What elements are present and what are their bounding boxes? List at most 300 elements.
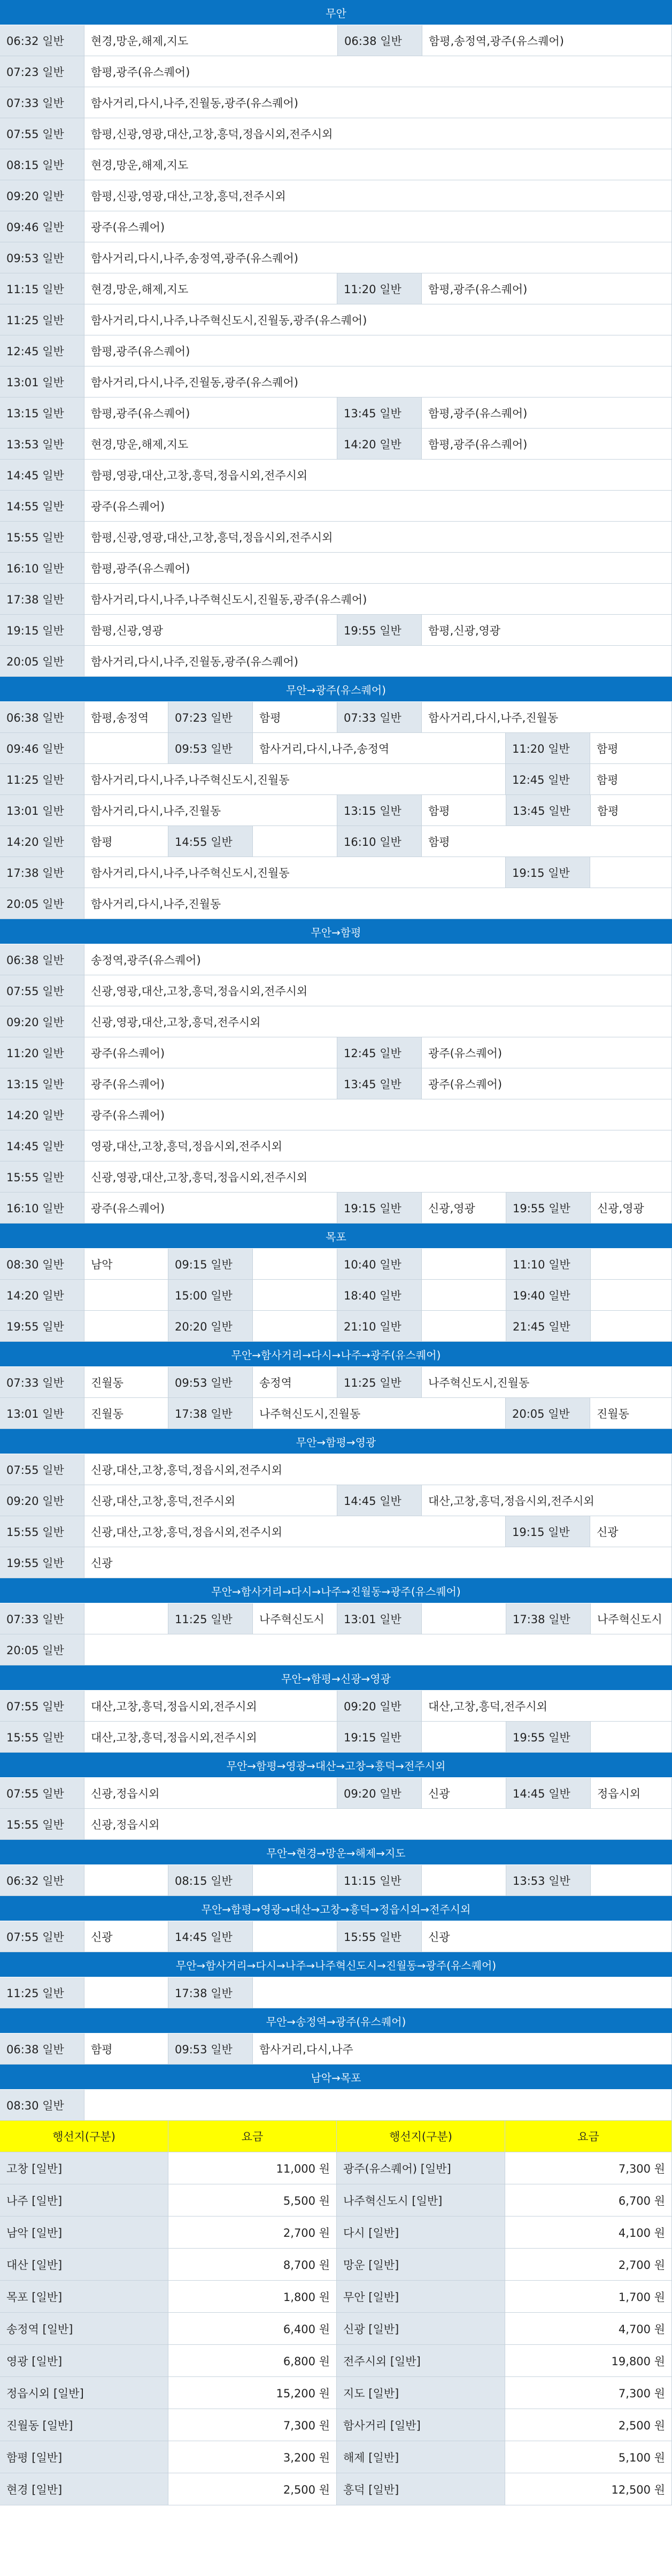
- departure-time: 13:45 일반: [337, 398, 422, 428]
- schedule-row: [0, 1068, 672, 1099]
- schedule-row: [0, 366, 672, 398]
- departure-time: 19:15 일반: [0, 615, 84, 645]
- departure-time: 06:38 일반: [0, 944, 84, 975]
- route-stops: 현경,망운,해제,지도: [84, 273, 337, 304]
- departure-time: 13:01 일반: [0, 1398, 84, 1428]
- route-stops: [84, 1603, 168, 1634]
- schedule-row: [0, 702, 672, 733]
- schedule-row: [0, 429, 672, 460]
- schedule-row: [0, 304, 672, 335]
- schedule-row: [0, 944, 672, 975]
- departure-time: 07:23 일반: [168, 702, 253, 732]
- departure-time: 07:55 일반: [0, 118, 84, 149]
- fare-price: 4,700 원: [505, 2313, 672, 2344]
- departure-time: 17:38 일반: [506, 1603, 591, 1634]
- departure-time: 20:05 일반: [0, 888, 84, 919]
- schedule-section: [0, 1342, 672, 1429]
- schedule-row: [0, 2090, 672, 2121]
- schedule-row: [0, 1249, 672, 1280]
- fare-destination: 진월동 [일반]: [0, 2409, 168, 2441]
- departure-time: 13:53 일반: [0, 429, 84, 459]
- fare-header-cell: 행선지(구분): [0, 2121, 168, 2152]
- schedule-row: [0, 888, 672, 919]
- departure-time: 06:38 일반: [338, 25, 422, 56]
- schedule-row: [0, 1193, 672, 1224]
- route-stops: 함평,신광,영광,대산,고창,흥덕,정읍시외,전주시외: [84, 522, 672, 552]
- departure-time: 14:55 일반: [0, 491, 84, 521]
- departure-time: 14:45 일반: [0, 460, 84, 490]
- departure-time: 06:32 일반: [0, 25, 84, 56]
- schedule-row: [0, 1485, 672, 1516]
- departure-time: 09:20 일반: [0, 1485, 84, 1516]
- section-title: 무안→함사거리→다시→나주→진월동→광주(유스퀘어): [0, 1578, 672, 1603]
- departure-time: 09:53 일반: [0, 242, 84, 273]
- fare-row: [0, 2345, 672, 2377]
- schedule-row: [0, 1280, 672, 1311]
- departure-time: 11:20 일반: [0, 1037, 84, 1068]
- route-stops: [253, 1249, 337, 1279]
- departure-time: 07:33 일반: [0, 1603, 84, 1634]
- departure-time: 07:55 일반: [0, 1691, 84, 1721]
- route-stops: 신광: [84, 1547, 672, 1578]
- route-stops: [591, 1280, 672, 1310]
- schedule-row: [0, 615, 672, 646]
- fare-price: 8,700 원: [168, 2249, 337, 2280]
- route-stops: 함평: [590, 764, 672, 794]
- route-stops: 진월동: [590, 1398, 672, 1428]
- departure-time: 15:55 일반: [0, 1722, 84, 1752]
- schedule-section: [0, 1840, 672, 1896]
- schedule-row: [0, 1977, 672, 2008]
- route-stops: 함평,신광,영광: [422, 615, 672, 645]
- departure-time: 06:38 일반: [0, 2034, 84, 2064]
- departure-time: 08:15 일반: [168, 1865, 253, 1895]
- schedule-row: [0, 335, 672, 366]
- departure-time: 11:15 일반: [337, 1865, 422, 1895]
- section-title: 무안: [0, 0, 672, 25]
- departure-time: 19:15 일반: [337, 1722, 422, 1752]
- section-rows: [0, 2034, 672, 2065]
- departure-time: 14:55 일반: [168, 826, 253, 857]
- schedule-row: [0, 1921, 672, 1952]
- schedule-row: [0, 398, 672, 429]
- departure-time: 09:53 일반: [168, 2034, 253, 2064]
- route-stops: 신광,대산,고창,흥덕,정읍시외,전주시외: [84, 1454, 672, 1485]
- departure-time: 13:45 일반: [506, 795, 591, 825]
- fare-price: 4,100 원: [505, 2216, 672, 2248]
- route-stops: [591, 1311, 672, 1341]
- fare-header-cell: 요금: [505, 2121, 672, 2152]
- departure-time: 19:55 일반: [506, 1193, 591, 1223]
- fare-destination: 현경 [일반]: [0, 2473, 168, 2505]
- departure-time: 15:55 일반: [0, 1809, 84, 1839]
- route-stops: 함사거리,다시,나주,진월동,광주(유스퀘어): [84, 646, 672, 676]
- schedule-row: [0, 1722, 672, 1753]
- schedule-row: [0, 646, 672, 677]
- schedule-row: [0, 242, 672, 273]
- route-stops: [253, 1977, 672, 2008]
- schedule-row: [0, 1603, 672, 1634]
- route-stops: 함평: [84, 826, 168, 857]
- route-stops: [253, 1921, 337, 1952]
- section-rows: [0, 1865, 672, 1896]
- fare-price: 6,700 원: [505, 2184, 672, 2216]
- route-stops: [84, 1865, 168, 1895]
- route-stops: 신광,대산,고창,흥덕,정읍시외,전주시외: [84, 1516, 506, 1547]
- section-rows: [0, 1691, 672, 1753]
- departure-time: 15:55 일반: [0, 1516, 84, 1547]
- route-stops: [84, 1977, 168, 2008]
- schedule-row: [0, 211, 672, 242]
- route-stops: 함사거리,다시,나주,진월동: [84, 888, 672, 919]
- section-title: 무안→함평→영광→대산→고창→흥덕→정읍시외→전주시외: [0, 1896, 672, 1921]
- fare-price: 2,700 원: [505, 2249, 672, 2280]
- fare-row: [0, 2441, 672, 2473]
- departure-time: 13:15 일반: [337, 795, 422, 825]
- departure-time: 07:23 일반: [0, 56, 84, 87]
- schedule-row: [0, 857, 672, 888]
- schedule-section: [0, 1753, 672, 1840]
- fare-destination: 송정역 [일반]: [0, 2313, 168, 2344]
- departure-time: 17:38 일반: [168, 1398, 253, 1428]
- departure-time: 11:15 일반: [0, 273, 84, 304]
- schedule-row: [0, 1398, 672, 1429]
- route-stops: [422, 1311, 506, 1341]
- departure-time: 11:10 일반: [506, 1249, 591, 1279]
- route-stops: 함평,신광,영광,대산,고창,흥덕,정읍시외,전주시외: [84, 118, 672, 149]
- schedule-row: [0, 1037, 672, 1068]
- schedule-row: [0, 1311, 672, 1342]
- route-stops: 함사거리,다시,나주,송정역,광주(유스퀘어): [84, 242, 672, 273]
- schedule-row: [0, 87, 672, 118]
- departure-time: 18:40 일반: [337, 1280, 422, 1310]
- section-title: 무안→광주(유스퀘어): [0, 677, 672, 702]
- departure-time: 14:20 일반: [0, 1280, 84, 1310]
- route-stops: 신광,대산,고창,흥덕,전주시외: [84, 1485, 337, 1516]
- schedule-row: [0, 180, 672, 211]
- route-stops: 남악: [84, 1249, 168, 1279]
- route-stops: 신광,영광: [422, 1193, 506, 1223]
- section-rows: [0, 944, 672, 1224]
- departure-time: 11:20 일반: [506, 733, 590, 763]
- departure-time: 09:20 일반: [0, 180, 84, 211]
- fare-price: 5,500 원: [168, 2184, 337, 2216]
- fare-row: [0, 2377, 672, 2409]
- route-stops: 영광,대산,고창,흥덕,정읍시외,전주시외: [84, 1130, 672, 1161]
- departure-time: 19:15 일반: [506, 1516, 590, 1547]
- departure-time: 20:20 일반: [168, 1311, 253, 1341]
- route-stops: 현경,망운,해제,지도: [84, 25, 338, 56]
- route-stops: 나주혁신도시: [253, 1603, 337, 1634]
- departure-time: 08:30 일반: [0, 2090, 84, 2120]
- section-title: 무안→함평→영광→대산→고창→흥덕→전주시외: [0, 1753, 672, 1778]
- route-stops: 함사거리,다시,나주,진월동,광주(유스퀘어): [84, 366, 672, 397]
- departure-time: 07:33 일반: [337, 702, 422, 732]
- departure-time: 11:20 일반: [337, 273, 422, 304]
- departure-time: 14:20 일반: [0, 826, 84, 857]
- fare-destination: 해제 [일반]: [337, 2441, 505, 2473]
- section-rows: [0, 1778, 672, 1840]
- departure-time: 08:30 일반: [0, 1249, 84, 1279]
- route-stops: [84, 2090, 672, 2120]
- route-stops: 함평: [590, 733, 672, 763]
- schedule-row: [0, 1099, 672, 1130]
- route-stops: 신광,정읍시외: [84, 1778, 337, 1808]
- fare-row: [0, 2249, 672, 2281]
- departure-time: 16:10 일반: [337, 826, 422, 857]
- route-stops: 함사거리,다시,나주,나주혁신도시,진월동,광주(유스퀘어): [84, 584, 672, 614]
- departure-time: 20:05 일반: [0, 1634, 84, 1665]
- departure-time: 19:55 일반: [337, 615, 422, 645]
- route-stops: 광주(유스퀘어): [422, 1068, 672, 1099]
- fare-price: 2,700 원: [168, 2216, 337, 2248]
- fare-price: 3,200 원: [168, 2441, 337, 2473]
- fare-row: [0, 2409, 672, 2441]
- route-stops: 광주(유스퀘어): [84, 1068, 337, 1099]
- route-stops: [84, 1634, 672, 1665]
- section-title: 무안→송정역→광주(유스퀘어): [0, 2008, 672, 2034]
- fare-price: 15,200 원: [168, 2377, 337, 2409]
- fare-destination: 흥덕 [일반]: [337, 2473, 505, 2505]
- departure-time: 07:33 일반: [0, 87, 84, 118]
- fare-price: 1,700 원: [505, 2281, 672, 2312]
- schedule-row: [0, 1778, 672, 1809]
- route-stops: 대산,고창,흥덕,전주시외: [422, 1691, 672, 1721]
- departure-time: 17:38 일반: [168, 1977, 253, 2008]
- departure-time: 07:55 일반: [0, 1921, 84, 1952]
- schedule-row: [0, 1130, 672, 1161]
- departure-time: 13:15 일반: [0, 1068, 84, 1099]
- route-stops: [591, 1249, 672, 1279]
- departure-time: 15:55 일반: [0, 522, 84, 552]
- schedule-section: [0, 919, 672, 1224]
- route-stops: 함평,광주(유스퀘어): [84, 56, 672, 87]
- fare-destination: 망운 [일반]: [337, 2249, 505, 2280]
- departure-time: 13:01 일반: [0, 366, 84, 397]
- departure-time: 12:45 일반: [506, 764, 590, 794]
- departure-time: 14:20 일반: [0, 1099, 84, 1130]
- schedule-row: [0, 2034, 672, 2065]
- departure-time: 15:00 일반: [168, 1280, 253, 1310]
- route-stops: [422, 1249, 506, 1279]
- route-stops: 함평: [253, 702, 337, 732]
- route-stops: 광주(유스퀘어): [84, 1037, 337, 1068]
- departure-time: 14:45 일반: [506, 1778, 591, 1808]
- departure-time: 06:38 일반: [0, 702, 84, 732]
- route-stops: 대산,고창,흥덕,정읍시외,전주시외: [84, 1722, 337, 1752]
- fare-price: 7,300 원: [505, 2152, 672, 2184]
- departure-time: 09:46 일반: [0, 211, 84, 242]
- schedule-row: [0, 1547, 672, 1578]
- departure-time: 13:01 일반: [0, 795, 84, 825]
- departure-time: 19:55 일반: [0, 1547, 84, 1578]
- departure-time: 11:25 일반: [168, 1603, 253, 1634]
- fare-price: 19,800 원: [505, 2345, 672, 2376]
- departure-time: 19:55 일반: [506, 1722, 591, 1752]
- route-stops: 송정역: [253, 1367, 337, 1397]
- route-stops: 함사거리,다시,나주,진월동,광주(유스퀘어): [84, 87, 672, 118]
- route-stops: [422, 1865, 506, 1895]
- route-stops: 광주(유스퀘어): [84, 1193, 337, 1223]
- section-rows: [0, 1454, 672, 1578]
- departure-time: 12:45 일반: [0, 335, 84, 366]
- fare-price: 5,100 원: [505, 2441, 672, 2473]
- route-stops: 함평,신광,영광,대산,고창,흥덕,전주시외: [84, 180, 672, 211]
- section-rows: [0, 1977, 672, 2008]
- route-stops: 나주혁신도시: [591, 1603, 672, 1634]
- route-stops: 신광: [422, 1921, 672, 1952]
- route-stops: [591, 1722, 672, 1752]
- schedule-section: [0, 1952, 672, 2008]
- fare-destination: 함평 [일반]: [0, 2441, 168, 2473]
- route-stops: [84, 733, 168, 763]
- fare-destination: 목포 [일반]: [0, 2281, 168, 2312]
- fare-header-cell: 행선지(구분): [337, 2121, 505, 2152]
- schedule-row: [0, 56, 672, 87]
- schedule-row: [0, 733, 672, 764]
- departure-time: 09:20 일반: [337, 1778, 422, 1808]
- schedule-row: [0, 1516, 672, 1547]
- fare-destination: 무안 [일반]: [337, 2281, 505, 2312]
- fare-destination: 지도 [일반]: [337, 2377, 505, 2409]
- section-rows: [0, 1367, 672, 1429]
- route-stops: 함평: [591, 795, 672, 825]
- schedule-row: [0, 1006, 672, 1037]
- departure-time: 20:05 일반: [0, 646, 84, 676]
- fare-destination: 함사거리 [일반]: [337, 2409, 505, 2441]
- fare-price: 6,400 원: [168, 2313, 337, 2344]
- route-stops: [253, 1280, 337, 1310]
- section-title: 무안→현경→망운→해제→지도: [0, 1840, 672, 1865]
- fare-header-cell: 요금: [168, 2121, 337, 2152]
- route-stops: 함평,광주(유스퀘어): [84, 398, 337, 428]
- schedule-row: [0, 1367, 672, 1398]
- fare-destination: 남악 [일반]: [0, 2216, 168, 2248]
- departure-time: 07:55 일반: [0, 1454, 84, 1485]
- route-stops: 광주(유스퀘어): [84, 211, 672, 242]
- departure-time: 17:38 일반: [0, 584, 84, 614]
- departure-time: 13:15 일반: [0, 398, 84, 428]
- departure-time: 13:45 일반: [337, 1068, 422, 1099]
- fare-row: [0, 2473, 672, 2505]
- route-stops: 함평,광주(유스퀘어): [422, 398, 672, 428]
- schedule-row: [0, 491, 672, 522]
- route-stops: 송정역,광주(유스퀘어): [84, 944, 672, 975]
- route-stops: 신광,영광,대산,고창,흥덕,정읍시외,전주시외: [84, 975, 672, 1006]
- departure-time: 20:05 일반: [506, 1398, 590, 1428]
- route-stops: [590, 857, 672, 888]
- schedule-section: [0, 1896, 672, 1952]
- departure-time: 09:15 일반: [168, 1249, 253, 1279]
- schedule-row: [0, 522, 672, 553]
- schedule-row: [0, 1809, 672, 1840]
- route-stops: [422, 1722, 506, 1752]
- fare-destination: 고창 [일반]: [0, 2152, 168, 2184]
- route-stops: 신광: [422, 1778, 506, 1808]
- route-stops: 광주(유스퀘어): [84, 491, 672, 521]
- departure-time: 14:45 일반: [0, 1130, 84, 1161]
- route-stops: 함평,광주(유스퀘어): [422, 273, 672, 304]
- route-stops: 현경,망운,해제,지도: [84, 429, 337, 459]
- route-stops: 함평: [422, 795, 506, 825]
- section-title: 목포: [0, 1224, 672, 1249]
- route-stops: 함평,광주(유스퀘어): [422, 429, 672, 459]
- departure-time: 14:45 일반: [168, 1921, 253, 1952]
- schedule-row: [0, 975, 672, 1006]
- fare-row: [0, 2216, 672, 2249]
- route-stops: 함사거리,다시,나주,나주혁신도시,진월동: [84, 764, 506, 794]
- fare-row: [0, 2184, 672, 2216]
- route-stops: 신광,정읍시외: [84, 1809, 672, 1839]
- section-title: 무안→함평→영광: [0, 1429, 672, 1454]
- route-stops: 함사거리,다시,나주,진월동: [422, 702, 672, 732]
- route-stops: 신광,영광: [591, 1193, 672, 1223]
- departure-time: 21:10 일반: [337, 1311, 422, 1341]
- route-stops: 나주혁신도시,진월동: [422, 1367, 672, 1397]
- schedule-row: [0, 764, 672, 795]
- route-stops: 대산,고창,흥덕,정읍시외,전주시외: [422, 1485, 672, 1516]
- section-rows: [0, 702, 672, 919]
- departure-time: 11:25 일반: [337, 1367, 422, 1397]
- route-stops: 신광,영광,대산,고창,흥덕,전주시외: [84, 1006, 672, 1037]
- fare-price: 11,000 원: [168, 2152, 337, 2184]
- schedule-section: [0, 0, 672, 677]
- departure-time: 11:25 일반: [0, 1977, 84, 2008]
- schedule-section: [0, 2065, 672, 2121]
- route-stops: 함사거리,다시,나주,나주혁신도시,진월동: [84, 857, 506, 888]
- fare-destination: 광주(유스퀘어) [일반]: [337, 2152, 505, 2184]
- route-stops: 함사거리,다시,나주,나주혁신도시,진월동,광주(유스퀘어): [84, 304, 672, 335]
- route-stops: [253, 1865, 337, 1895]
- fare-destination: 전주시외 [일반]: [337, 2345, 505, 2376]
- departure-time: 13:53 일반: [506, 1865, 591, 1895]
- route-stops: 진월동: [84, 1398, 168, 1428]
- schedule-section: [0, 1578, 672, 1665]
- section-title: 무안→함사거리→다시→나주→나주혁신도시→진월동→광주(유스퀘어): [0, 1952, 672, 1977]
- section-rows: [0, 1603, 672, 1665]
- departure-time: 19:15 일반: [506, 857, 590, 888]
- route-stops: 광주(유스퀘어): [84, 1099, 672, 1130]
- departure-time: 12:45 일반: [337, 1037, 422, 1068]
- departure-time: 17:38 일반: [0, 857, 84, 888]
- route-stops: 신광: [84, 1921, 168, 1952]
- route-stops: 함평,신광,영광: [84, 615, 337, 645]
- schedule-row: [0, 1634, 672, 1665]
- fare-destination: 나주 [일반]: [0, 2184, 168, 2216]
- schedule-row: [0, 826, 672, 857]
- route-stops: [84, 1311, 168, 1341]
- departure-time: 13:01 일반: [337, 1603, 422, 1634]
- departure-time: 09:53 일반: [168, 733, 253, 763]
- route-stops: 함평,송정역,광주(유스퀘어): [422, 25, 672, 56]
- schedule-row: [0, 149, 672, 180]
- route-stops: [422, 1603, 506, 1634]
- section-title: 무안→함평→신광→영광: [0, 1665, 672, 1691]
- schedule-row: [0, 460, 672, 491]
- schedule-row: [0, 273, 672, 304]
- fare-destination: 다시 [일반]: [337, 2216, 505, 2248]
- section-rows: [0, 25, 672, 677]
- fare-destination: 나주혁신도시 [일반]: [337, 2184, 505, 2216]
- route-stops: [253, 826, 337, 857]
- route-stops: [84, 1280, 168, 1310]
- departure-time: 16:10 일반: [0, 1193, 84, 1223]
- departure-time: 21:45 일반: [506, 1311, 591, 1341]
- fare-price: 2,500 원: [168, 2473, 337, 2505]
- fare-row: [0, 2152, 672, 2184]
- route-stops: 함사거리,다시,나주,진월동: [84, 795, 337, 825]
- route-stops: 함평,광주(유스퀘어): [84, 335, 672, 366]
